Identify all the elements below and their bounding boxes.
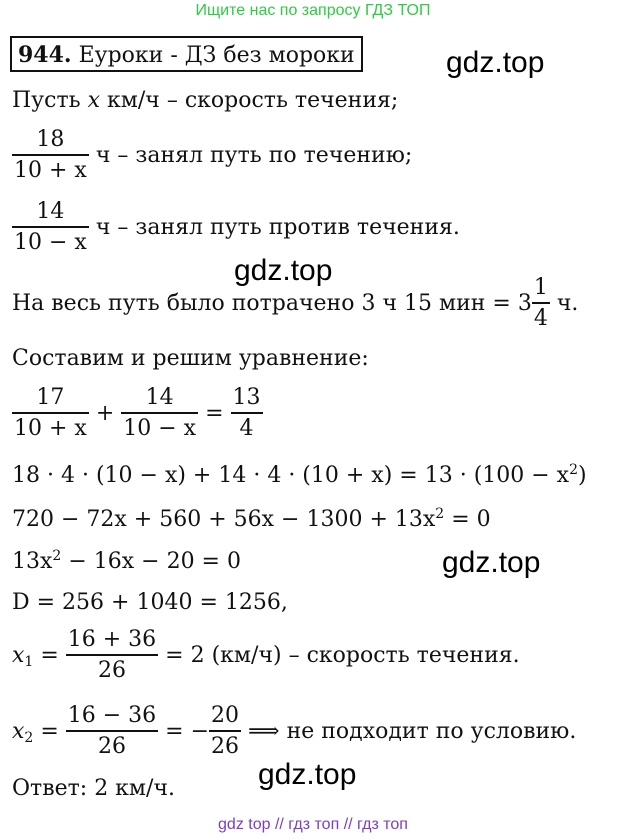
text: − 16x − 20 = 0 (61, 549, 241, 574)
denominator: 26 (209, 730, 241, 762)
watermark: gdz.top (258, 758, 357, 791)
numerator: 14 (36, 199, 65, 224)
numerator: 20 (211, 703, 240, 728)
denominator: 10 − x (12, 226, 89, 258)
numerator: 17 (36, 385, 65, 410)
root-2 (12, 702, 576, 762)
text: Пусть (12, 88, 88, 113)
watermark: gdz.top (234, 254, 333, 287)
subscript: 1 (24, 654, 34, 670)
numerator: 13 (232, 385, 261, 410)
text: = 0 (444, 507, 491, 532)
fraction (66, 702, 158, 762)
variable: x (87, 88, 101, 113)
denominator: 10 + x (12, 412, 89, 444)
fraction (66, 626, 158, 686)
exponent: 2 (435, 506, 445, 522)
numerator: 14 (145, 385, 174, 410)
equation-1 (12, 384, 263, 444)
text: ч – занял путь против течения. (88, 215, 460, 240)
text: ч. (549, 291, 579, 316)
downstream-time (12, 126, 412, 186)
watermark: gdz.top (446, 46, 545, 79)
text: 18 · 4 · (10 − x) + 14 · 4 · (10 + x) = 13 · (100 − x (12, 463, 570, 488)
exponent: 2 (569, 462, 579, 478)
operator: = (33, 719, 66, 744)
text: ч – занял путь по течению; (88, 143, 413, 168)
operator: = (33, 643, 66, 668)
search-hint-link[interactable]: Ищите нас по запросу ГДЗ ТОП (195, 2, 431, 19)
fraction (209, 702, 241, 762)
denominator: 4 (532, 302, 550, 334)
numerator: 18 (36, 127, 65, 152)
operator: + (88, 401, 122, 426)
numerator: 16 + 36 (67, 627, 157, 652)
equation-intro: Составим и решим уравнение: (12, 346, 369, 371)
numerator: 1 (533, 275, 548, 300)
denominator: 26 (66, 730, 158, 762)
denominator: 10 − x (121, 412, 198, 444)
subscript: 2 (24, 730, 34, 746)
root-1 (12, 626, 520, 686)
denominator: 4 (231, 412, 263, 444)
fraction (12, 384, 89, 444)
discriminant: D = 256 + 1040 = 1256, (12, 590, 288, 615)
operator: = (198, 401, 231, 426)
denominator: 10 + x (12, 154, 89, 186)
fraction (121, 384, 198, 444)
text: 13x (12, 549, 53, 574)
exponent: 2 (52, 548, 62, 564)
footer-links[interactable]: gdz top // гдз топ // гдз топ (218, 816, 408, 833)
text: ⟹ не подходит по условию. (241, 719, 577, 744)
task-title (10, 36, 363, 72)
variable: x (12, 719, 25, 744)
equation-4 (12, 548, 241, 574)
task-title-text: Еуроки - ДЗ без мороки (78, 43, 355, 68)
numerator: 16 − 36 (67, 703, 157, 728)
total-time (12, 274, 578, 334)
watermark: gdz.top (442, 546, 541, 579)
fraction (12, 126, 89, 186)
let-statement (12, 88, 398, 113)
fraction (231, 384, 263, 444)
upstream-time (12, 198, 460, 258)
text: = 2 (км/ч) – скорость течения. (158, 643, 520, 668)
text: км/ч – скорость течения; (100, 88, 399, 113)
answer: Ответ: 2 км/ч. (12, 776, 175, 801)
text: ) (578, 463, 587, 488)
operator: = − (158, 719, 210, 744)
fraction (12, 198, 89, 258)
task-number: 944. (18, 42, 72, 68)
fraction (532, 274, 550, 334)
variable: x (12, 643, 25, 668)
equation-3 (12, 506, 491, 532)
text: 720 − 72x + 560 + 56x − 1300 + 13x (12, 507, 436, 532)
denominator: 26 (66, 654, 158, 686)
equation-2 (12, 462, 587, 488)
text: На весь путь было потрачено 3 ч 15 мин = 3 (12, 291, 532, 316)
